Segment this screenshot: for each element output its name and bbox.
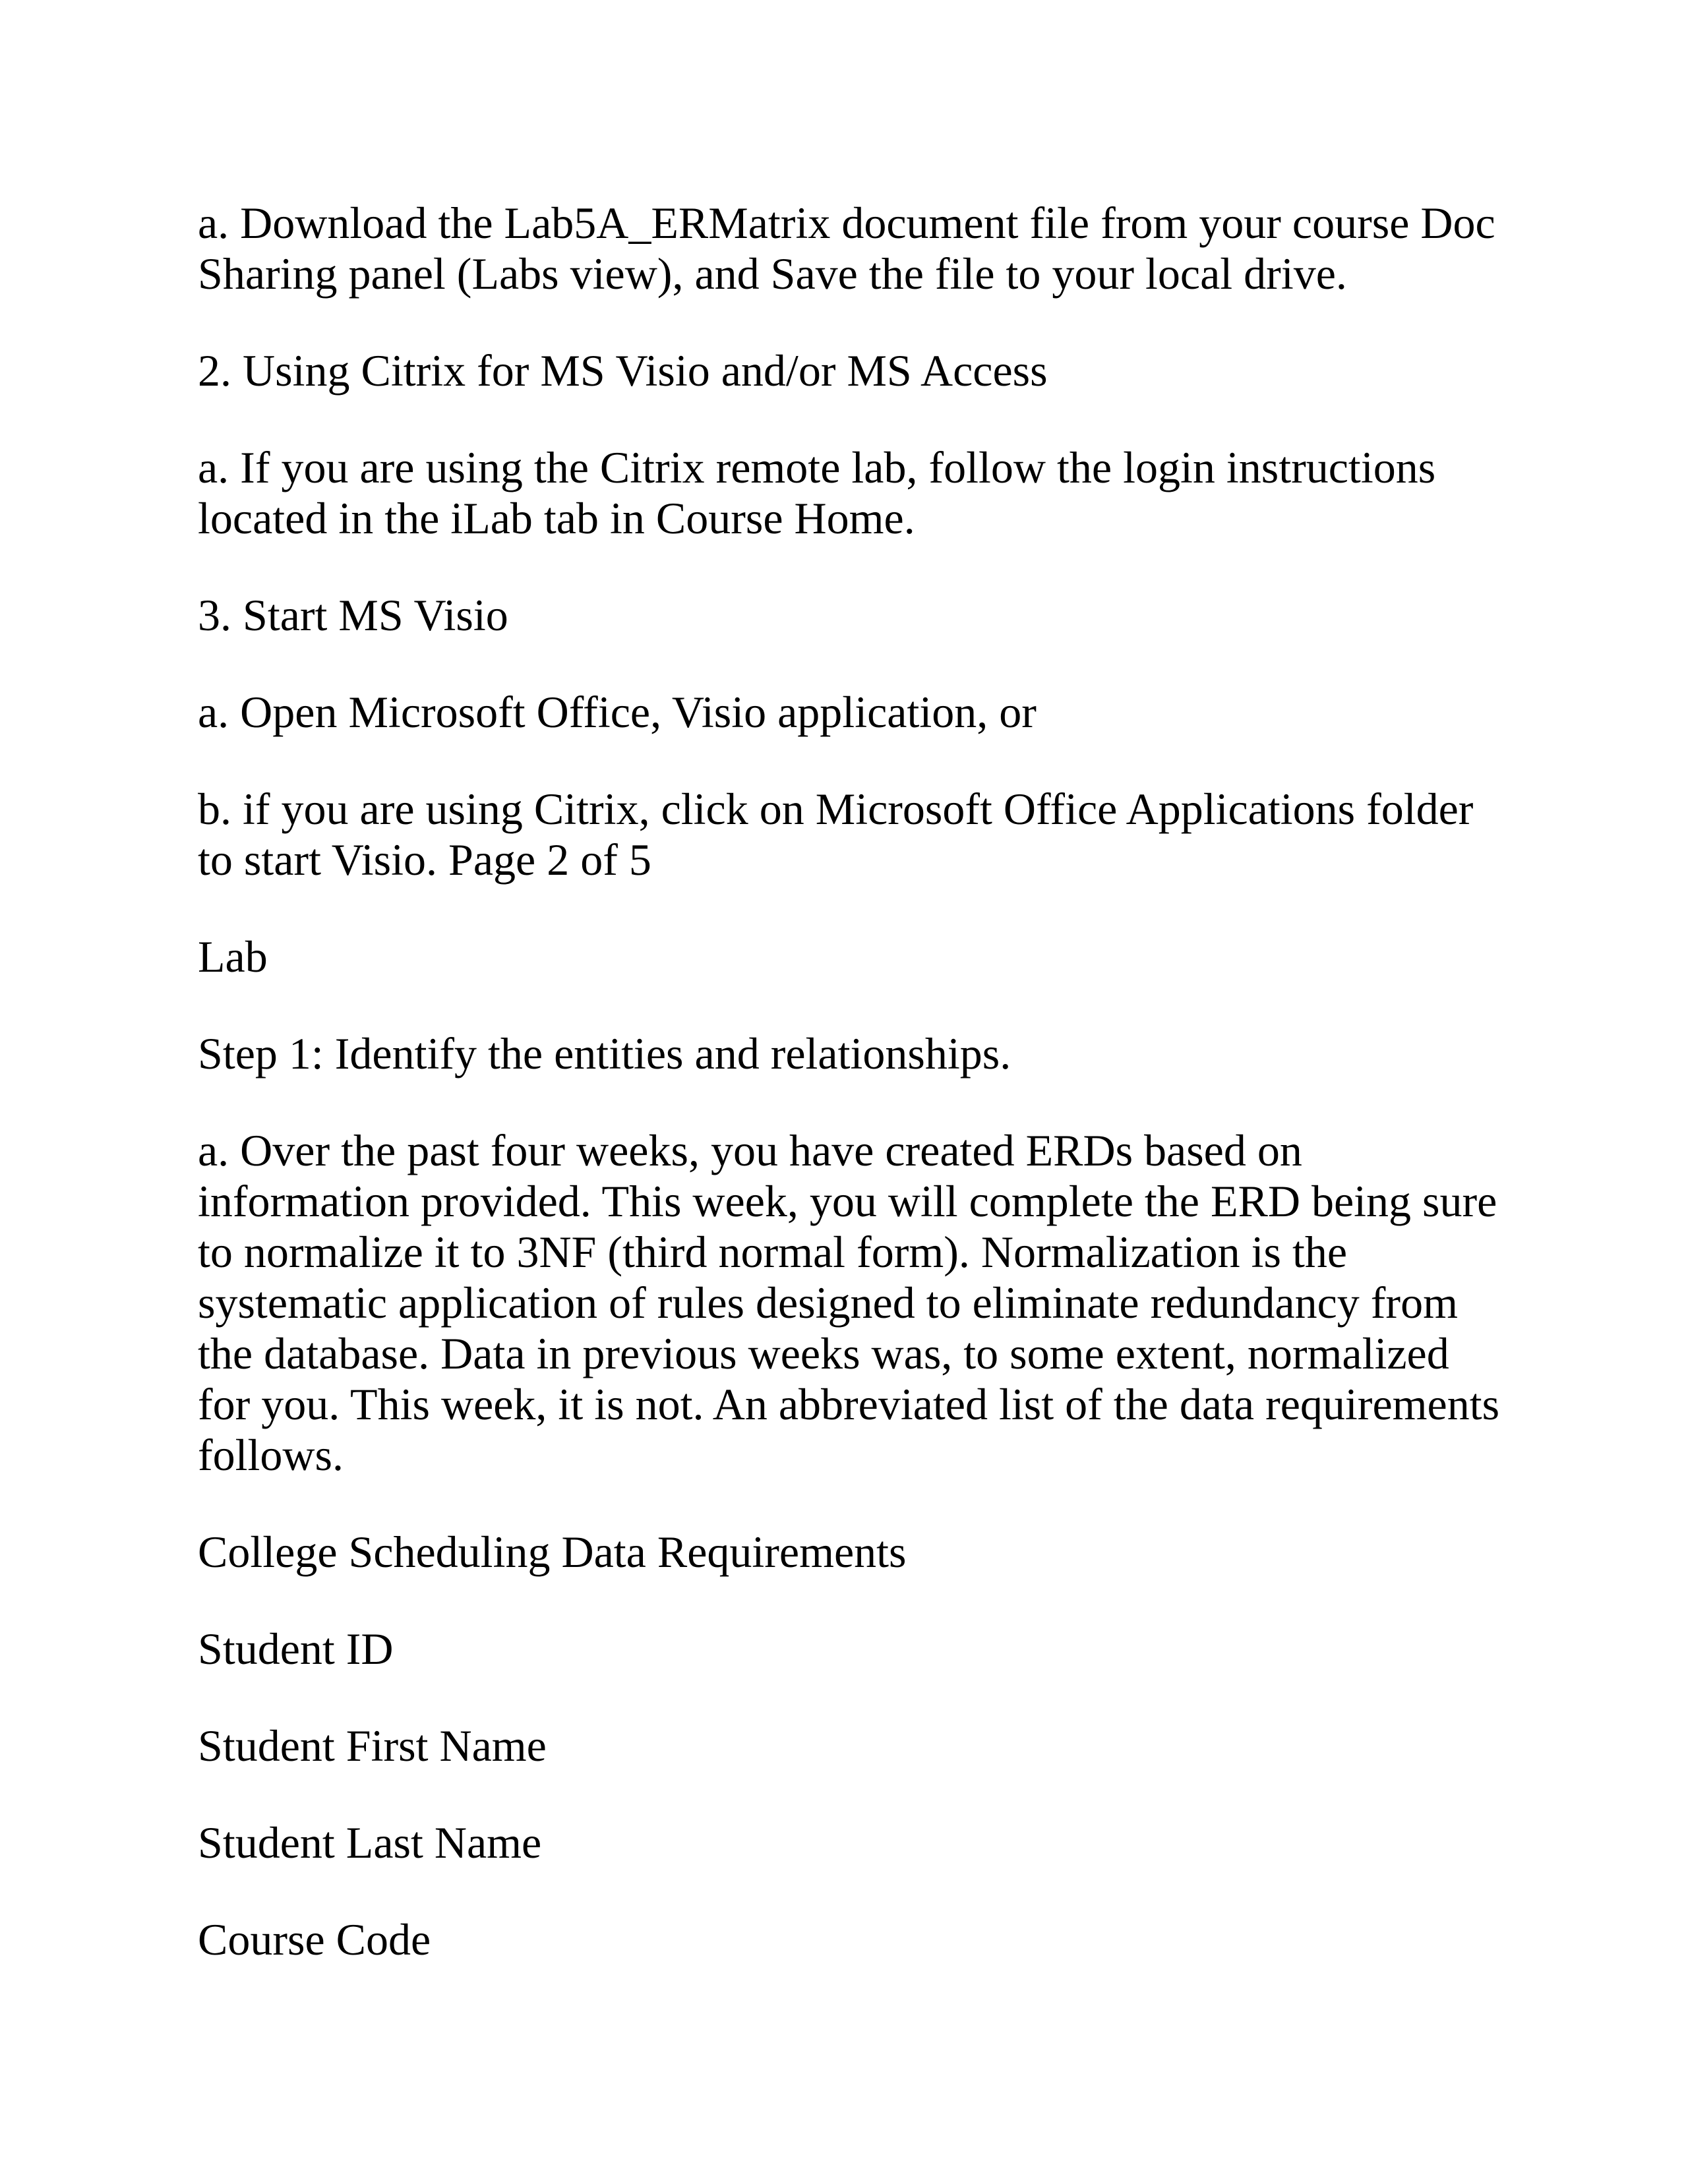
list-item-student-first-name: Student First Name <box>198 1721 547 1771</box>
paragraph-lab-heading: Lab <box>198 931 268 982</box>
paragraph-requirements-heading: College Scheduling Data Requirements <box>198 1527 907 1577</box>
paragraph-step-1: Step 1: Identify the entities and relationships. <box>198 1028 1011 1078</box>
paragraph-using-citrix: 2. Using Citrix for MS Visio and/or MS Access <box>198 345 1048 396</box>
list-item-student-id: Student ID <box>198 1624 394 1674</box>
list-item-course-code: Course Code <box>198 1914 431 1964</box>
paragraph-download-instructions: a. Download the Lab5A_ERMatrix document file from your course Doc Sharing panel (Labs view), and Save the file to your local drive. <box>198 198 1495 299</box>
document-body <box>198 198 1503 2011</box>
list-item-student-last-name: Student Last Name <box>198 1817 542 1868</box>
paragraph-open-office: a. Open Microsoft Office, Visio application, or <box>198 687 1037 737</box>
paragraph-start-visio: 3. Start MS Visio <box>198 590 508 640</box>
paragraph-normalization: a. Over the past four weeks, you have created ERDs based on information provided. This week, you will complete the ERD being sure to normalize it to 3NF (third normal form). Normalization is the systematic application of rules designed to eliminate redundancy from the database. Data in previous weeks was, to some extent, normalized for you. This week, it is not. An abbreviated list of the data requirements follows. <box>198 1125 1500 1480</box>
paragraph-citrix-office-folder: b. if you are using Citrix, click on Microsoft Office Applications folder to start Visio. Page 2 of 5 <box>198 784 1474 885</box>
paragraph-citrix-login: a. If you are using the Citrix remote lab, follow the login instructions located in the iLab tab in Course Home. <box>198 442 1436 543</box>
